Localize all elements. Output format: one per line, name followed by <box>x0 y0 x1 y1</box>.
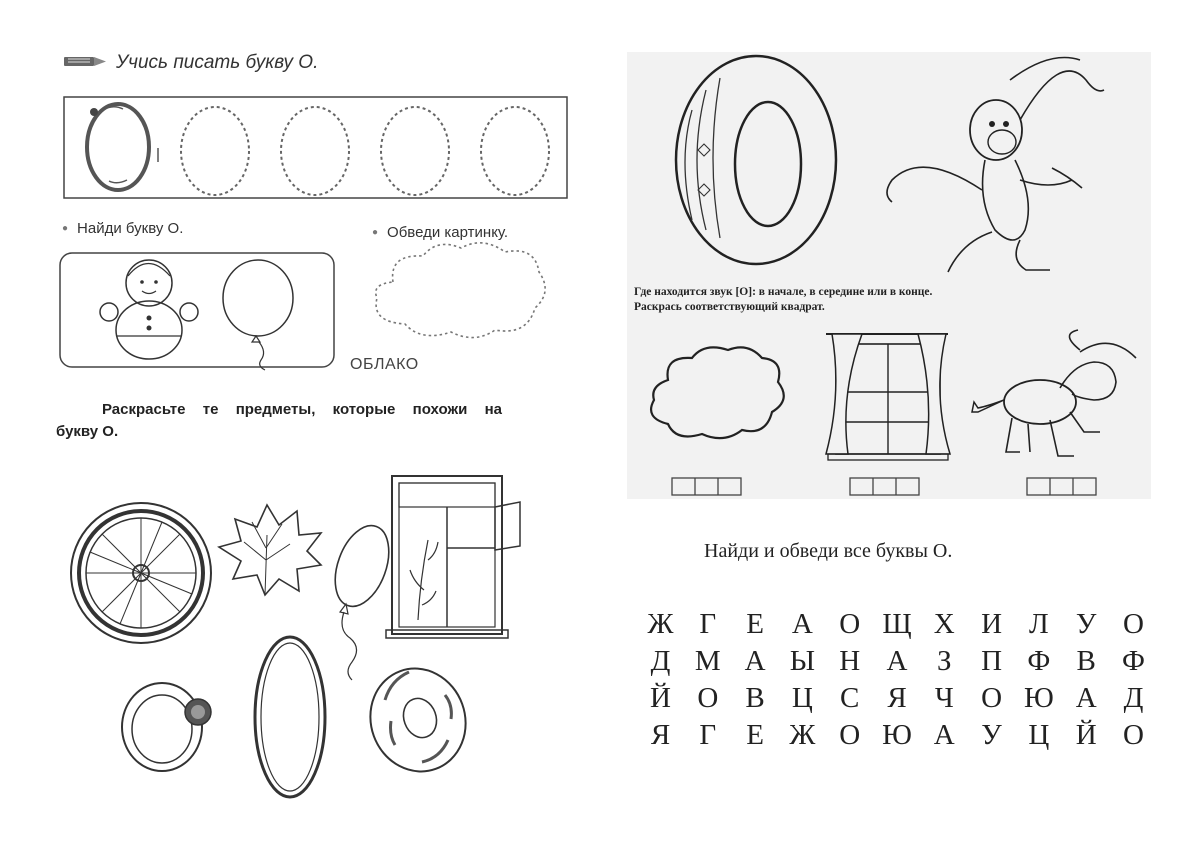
donkey-picture <box>972 330 1136 456</box>
letter-cell[interactable]: А <box>744 645 766 677</box>
monkey-picture <box>887 58 1104 273</box>
letter-cell[interactable]: Й <box>650 682 671 714</box>
letter-cell[interactable]: М <box>694 645 721 677</box>
letter-cell[interactable]: Ж <box>647 608 674 640</box>
trace-picture-label: ● Обведи картинку. <box>372 224 508 241</box>
cloud-word: ОБЛАКО <box>350 356 419 373</box>
letter-cell[interactable]: Щ <box>882 608 912 640</box>
find-letter-label: ● Найди букву О. <box>62 220 183 237</box>
letter-cell[interactable]: О <box>697 682 719 714</box>
letter-cell[interactable]: Е <box>746 719 764 751</box>
letter-cell[interactable]: Ц <box>1028 719 1050 751</box>
letter-cell[interactable]: А <box>933 719 955 751</box>
letter-cell[interactable]: О <box>1122 719 1144 751</box>
letter-cell[interactable]: У <box>1075 608 1097 640</box>
letter-cell[interactable]: А <box>886 645 908 677</box>
page-title: Учись писать букву О. <box>116 52 319 73</box>
letter-cell[interactable]: З <box>937 645 952 677</box>
answer-squares-donkey[interactable] <box>1027 478 1096 495</box>
letter-cell[interactable]: П <box>981 645 1003 677</box>
letter-grid <box>642 606 1152 754</box>
letter-cell[interactable]: Н <box>839 645 861 677</box>
letter-grid-row <box>642 643 1152 680</box>
color-instruction-letter: О <box>102 423 114 440</box>
letter-cell[interactable]: Я <box>650 719 671 751</box>
letter-cell[interactable]: Я <box>887 682 907 714</box>
big-letter-o <box>676 56 836 264</box>
answer-squares-cloud[interactable] <box>672 478 741 495</box>
sound-question <box>634 285 1054 315</box>
letter-cell[interactable]: У <box>981 719 1002 751</box>
letter-cell[interactable]: Г <box>699 719 717 751</box>
letter-grid-row <box>642 606 1152 643</box>
letter-grid-row <box>642 717 1152 754</box>
letter-cell[interactable]: Л <box>1029 608 1049 640</box>
color-instruction-suffix: . <box>113 423 119 440</box>
letter-cell[interactable]: Д <box>650 645 671 677</box>
answer-squares-window[interactable] <box>850 478 919 495</box>
letter-cell[interactable]: В <box>1076 645 1096 677</box>
letter-cell[interactable]: Й <box>1075 719 1097 751</box>
curtain-window-picture <box>826 334 950 460</box>
letter-cell[interactable]: О <box>839 719 861 751</box>
letter-cell[interactable]: Е <box>746 608 764 640</box>
letter-grid-row <box>642 680 1152 717</box>
sound-question-line2: Раскрась соответствующий квадрат. <box>634 301 825 313</box>
color-instruction-line1: Раскрасьте те предметы, которые похожи на <box>102 401 502 418</box>
letter-cell[interactable]: Ю <box>882 719 912 751</box>
letter-cell[interactable]: В <box>745 682 765 714</box>
color-instruction-prefix: букву <box>56 423 103 440</box>
letter-cell[interactable]: Ц <box>791 682 813 714</box>
letter-cell[interactable]: С <box>840 682 860 714</box>
letter-cell[interactable]: Ж <box>789 719 816 751</box>
letter-cell[interactable]: Ы <box>789 645 816 677</box>
letter-cell[interactable]: Г <box>699 608 717 640</box>
letter-cell[interactable]: О <box>1122 608 1144 640</box>
sound-question-line1: Где находится звук [О]: в начале, в середине или в конце. <box>634 286 933 298</box>
letter-cell[interactable]: А <box>791 608 813 640</box>
cloud-picture <box>651 347 784 438</box>
letter-cell[interactable]: Х <box>933 608 955 640</box>
letter-cell[interactable]: Д <box>1123 682 1144 714</box>
letter-cell[interactable]: И <box>981 608 1003 640</box>
find-letters-title: Найди и обведи все буквы О. <box>704 540 953 562</box>
letter-cell[interactable]: О <box>981 682 1003 714</box>
letter-cell[interactable]: Ф <box>1122 645 1145 677</box>
letter-cell[interactable]: А <box>1075 682 1097 714</box>
letter-cell[interactable]: Ф <box>1027 645 1051 677</box>
letter-cell[interactable]: Ч <box>934 682 954 714</box>
letter-cell[interactable]: О <box>839 608 861 640</box>
letter-cell[interactable]: Ю <box>1023 682 1054 714</box>
